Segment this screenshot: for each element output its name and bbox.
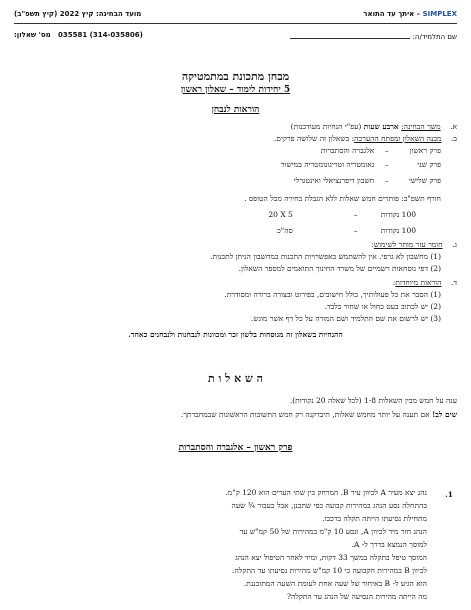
- q1-line: מה הייתה מהירות הנסיעה של הנהג עד התקלה?: [287, 592, 427, 601]
- q1-line: הנהג חזר מיד לכיוון A, ונסע 10 ק"מ במהירות של 50 קמ"ש עד: [239, 527, 427, 536]
- question-1-number: 1.: [445, 490, 453, 499]
- exam-date: [14, 10, 141, 18]
- questions-heading: ה ש א ל ו ת: [208, 372, 263, 385]
- instruction-d-item-3: (3) יש לרשום את שם התלמיד ושם המורה על כל דף אשר מוגש.: [250, 314, 441, 323]
- gender-note: ההנחיות בשאלון זה מנוסחות בלשון זכר ומכוונות לנבחנות ולנבחנים כאחד.: [128, 330, 343, 339]
- q1-line: הוא הגיע ל- B באיחור של שעה אחת לעומת השעה המתוכננת.: [243, 579, 427, 588]
- answer-instruction: ענה על חמש מבין השאלות 1-8 (לכל שאלה 20 נקודות).: [289, 396, 457, 405]
- score-row-1: 100 נקודות – 20 X 5: [268, 210, 416, 219]
- instruction-b: ב. מבנה השאלון ומפתח ההערכה: בשאלון זה שלושה פרקים.: [273, 134, 457, 143]
- part-1-title: פרק ראשון – אלגברה והסתברות: [178, 443, 293, 453]
- q1-line: המוסך טיפל בתקלה במשך 33 דקות, ומיד לאחר הטיפול יצא הנהג: [235, 553, 427, 562]
- brand-header: [363, 10, 457, 18]
- instruction-d: ד. הוראות מיוחדות:: [392, 278, 457, 287]
- q1-line: לכיוון B במהירות הקבועה כי 10 קמ"ש מהירות נסיעתו עד התקלה.: [232, 566, 427, 575]
- student-name-field: שם התלמיד/ה:: [290, 31, 457, 41]
- instruction-a: א. משך הבחינה: ארבע שעות (עפ"י הנחיות מעודכנות): [290, 122, 457, 131]
- score-row-2: 100 נקודות – סה"כ: [277, 226, 416, 235]
- dedication-line: חורף תשפ"ב: פותרים חמש שאלות ללא הגבלת בחירה מכל הטופס .: [244, 194, 441, 203]
- q1-line: למוסך הנמצא בדרך ל- A.: [351, 540, 427, 549]
- part-3-row: פרק שלישי – חשבון דיפרנציאלי ואינטגרלי: [293, 176, 441, 185]
- exam-date-value: קיץ 2022 (קיץ תשפ"ב): [14, 10, 94, 18]
- instructions-heading: הוראות לנבחן: [211, 105, 260, 115]
- brand-name: SIMPLEX: [422, 10, 457, 18]
- instruction-c: ג. חומר עזר מותר לשימוש:: [371, 240, 457, 249]
- brand-tagline: – איתך עד התואר: [363, 10, 423, 18]
- instruction-c-item-2: (2) דפי נוסחאות רשמיים של משרד החינוך התואמים למספר השאלון.: [238, 264, 441, 273]
- exam-date-label: מועד הבחינה:: [95, 10, 142, 18]
- part-1-row: פרק ראשון – אלגברה והסתברות: [320, 146, 441, 155]
- question-code: [14, 31, 143, 39]
- instruction-d-item-1: (1) הסבר את כל פעולותיך, כולל חישובים, בפירוט ובצורה ברורה ומסודרת.: [224, 290, 441, 299]
- header-divider: [14, 23, 457, 24]
- q1-line: מתחילת נסיעתו הייתה תקלה ברכבו.: [322, 514, 427, 523]
- q1-line: בהתחלה נסע הנהג במהירות קבועה כפי שתכנן, אבל כעבור ¾ שעה: [231, 501, 427, 510]
- part-2-row: פרק שני – גאומטריה וטריגונומטריה במישור: [280, 160, 441, 169]
- exam-title: מבחן מתכונת במתמטיקה: [181, 70, 290, 83]
- exam-subtitle: 5 יחידות לימוד – שאלון ראשון: [180, 85, 291, 95]
- instruction-d-item-2: (2) יש לכתוב בעט כחול או שחור בלבד.: [324, 302, 441, 311]
- attention-note: שים לב! אם תענה על יותר מחמש שאלות, תיבדקנה רק חמש התשובות הראשונות שבמחברתך.: [180, 410, 457, 419]
- question-code-value: 035581 (314-035806): [57, 31, 143, 39]
- question-code-label: מס' שאלון:: [14, 31, 51, 39]
- instruction-c-item-1: (1) מחשבון לא גרפי. אין להשתמש באפשרויות התכנות במחשבון הניתן לתכנות.: [210, 252, 441, 261]
- q1-line: נהג יצא מעיר A לכיוון עיר B. המרחק בין שתי הערים הוא 120 ק"מ.: [225, 488, 427, 497]
